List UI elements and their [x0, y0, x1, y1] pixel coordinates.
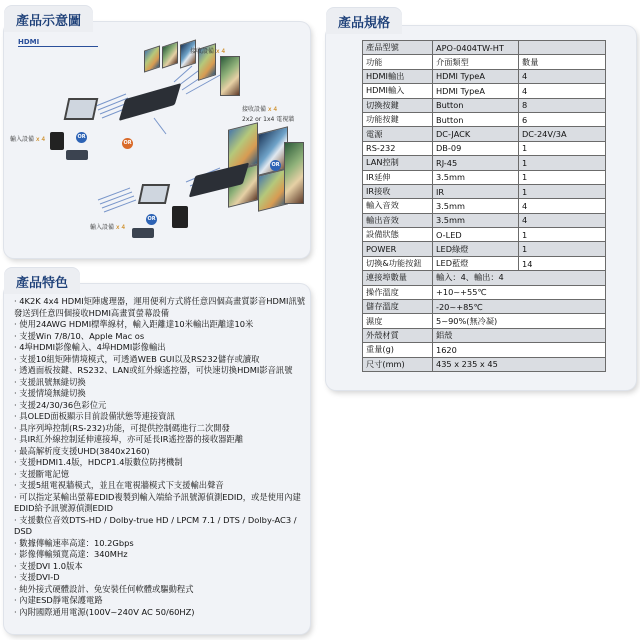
feature-item: · 4埠HDMI影像輸入、4埠HDMI影像輸出: [14, 342, 166, 352]
diagram-title: 產品示意圖: [4, 6, 93, 32]
table-row: HDMI輸出 HDMI TypeA 4: [363, 69, 606, 83]
or-badge-1: OR: [76, 132, 87, 143]
feature-item: · 純外接式硬體設計、免安裝任何軟體或驅動程式: [14, 583, 194, 594]
feature-item: · 透過面板按鍵、RS232、LAN或紅外線遙控器，可快速切換HDMI影音訊號: [14, 365, 293, 375]
spec-table: [362, 40, 606, 372]
receiver-mid-sublabel: 2x2 or 1x4 電視牆: [242, 116, 295, 123]
feature-item: · 具IR紅外線控制延伸連接埠，亦可延長IR遙控器的接收器距離: [14, 434, 244, 444]
table-row: 重量(g) 1620: [363, 343, 606, 357]
feature-item: · 可以指定某輸出螢幕EDID複製到輸入端給予訊號源偵測EDID，或是使用內建EDID給予訊號源偵測EDID: [14, 491, 301, 513]
table-row: 設備狀態 O-LED 1: [363, 228, 606, 242]
table-row: RS-232 DB-09 1: [363, 141, 606, 155]
table-row: 輸出音效 3.5mm 4: [363, 213, 606, 227]
table-row: HDMI輸入 HDMI TypeA 4: [363, 84, 606, 98]
input-left-label: 輸入設備 x 4: [10, 136, 46, 143]
table-row: POWER LED綠燈 1: [363, 242, 606, 256]
player-icon-2: [132, 228, 154, 238]
feature-item: · 數據傳輸速率高達：10.2Gbps: [14, 537, 134, 548]
feature-item: · 支援5組電視牆模式，並且在電視牆模式下支援輸出聲音: [14, 480, 224, 490]
feature-item: · 支援數位音效DTS-HD / Dolby-true HD / LPCM 7.1 / DTS / Dolby-AC3 / DSD: [14, 514, 297, 536]
hdmi-tag: HDMI: [18, 38, 98, 47]
table-row: IR接收 IR 1: [363, 184, 606, 198]
feature-item: · 內附國際通用電源(100V~240V AC 50/60HZ): [14, 606, 195, 617]
table-row: 功能 介面類型 數量: [363, 55, 606, 69]
feature-item: · 支援10組矩陣情境模式，可透過WEB GUI以及RS232儲存或讀取: [14, 353, 260, 364]
laptop-icon-2: [138, 184, 170, 204]
feature-item: · 具OLED面板顯示目前設備狀態等連接資訊: [14, 411, 175, 421]
table-row: 切換按鍵 Button 8: [363, 98, 606, 112]
receiver-mid-label: 接收設備 x 4: [242, 106, 278, 113]
feature-item: · 4K2K 4x4 HDMI矩陣處理器，運用便利方式將任意四個高畫質影音HDMI訊號發送到任意四個接收HDMI高畫質螢幕設備: [14, 296, 306, 318]
pc-tower-icon: [50, 132, 64, 150]
features-list: [14, 296, 310, 618]
laptop-icon: [64, 98, 99, 120]
receiver-top-label: 接收設備 x 4: [190, 48, 226, 55]
receiver-screen-5: [220, 56, 240, 96]
feature-item: · 最高解析度支援UHD(3840x2160): [14, 445, 150, 456]
table-row: LAN控制 RJ-45 1: [363, 156, 606, 170]
table-row: 連接埠數量 輸入：4、輸出：4: [363, 271, 606, 285]
features-title: 產品特色: [4, 268, 80, 294]
feature-item: · 支援HDMI1.4版，HDCP1.4版數位防拷機制: [14, 457, 183, 467]
or-badge-3: OR: [270, 160, 281, 171]
feature-item: · 使用24AWG HDMI標準線材，輸入距離達10米輸出距離達10米: [14, 319, 254, 329]
player-icon: [66, 150, 88, 160]
video-wall-screen-e: [284, 142, 304, 204]
feature-item: · 支援斷電記憶: [14, 468, 70, 479]
feature-item: · 內建ESD靜電保護電路: [14, 595, 103, 605]
table-row: IR延伸 3.5mm 1: [363, 170, 606, 184]
feature-item: · 影像傳輸頻寬高達：340MHz: [14, 549, 128, 559]
table-row: 電源 DC-JACK DC-24V/3A: [363, 127, 606, 141]
or-badge-2: OR: [122, 138, 133, 149]
table-row: 尺寸(mm) 435 x 235 x 45: [363, 357, 606, 371]
feature-item: · 具序列埠控制(RS-232)功能，可提供控制碼進行二次開發: [14, 422, 230, 433]
table-row: 切換&功能按鈕 LED藍燈 14: [363, 256, 606, 270]
input-bottom-label: 輸入設備 x 4: [90, 224, 126, 231]
table-row: 產品型號 APO-0404TW-HT: [363, 41, 606, 55]
table-row: 外殼材質 鋁殼: [363, 328, 606, 342]
feature-item: · 支援訊號無縫切換: [14, 376, 86, 387]
feature-item: · 支援24/30/36色彩位元: [14, 399, 107, 410]
connection-diagram: [6, 34, 306, 256]
feature-item: · 支援DVI-D: [14, 572, 60, 582]
feature-item: · 支援DVI 1.0版本: [14, 560, 83, 571]
table-row: 操作溫度 +10~+55℃: [363, 285, 606, 299]
or-badge-4: OR: [146, 214, 157, 225]
table-row: 功能按鍵 Button 6: [363, 112, 606, 126]
feature-item: · 支援Win 7/8/10、Apple Mac os: [14, 330, 145, 341]
pc-tower-icon-2: [172, 206, 188, 228]
table-row: 輸入音效 3.5mm 4: [363, 199, 606, 213]
feature-item: · 支援情境無縫切換: [14, 388, 86, 398]
table-row: 儲存溫度 -20~+85℃: [363, 300, 606, 314]
table-row: 濕度 5~90%(無冷凝): [363, 314, 606, 328]
spec-title: 產品規格: [326, 8, 402, 34]
